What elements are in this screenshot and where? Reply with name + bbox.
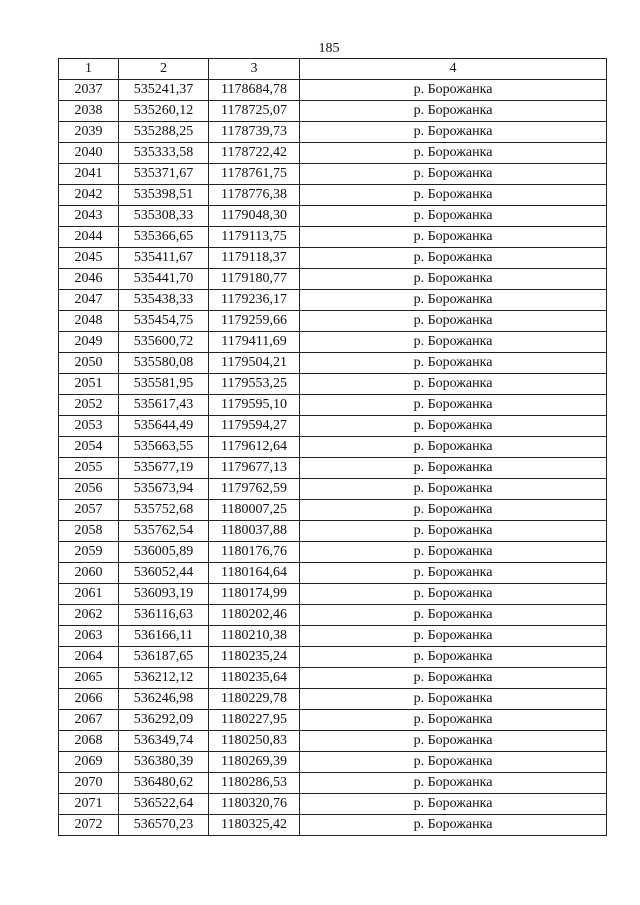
x-coordinate-cell: 535438,33 xyxy=(119,290,209,311)
point-number-cell: 2052 xyxy=(59,395,119,416)
y-coordinate-cell: 1180227,95 xyxy=(209,710,300,731)
table-row xyxy=(59,647,607,668)
point-number-cell: 2040 xyxy=(59,143,119,164)
description-cell: р. Борожанка xyxy=(300,416,607,437)
point-number-cell: 2053 xyxy=(59,416,119,437)
description-cell: р. Борожанка xyxy=(300,311,607,332)
y-coordinate-cell: 1179113,75 xyxy=(209,227,300,248)
table-row xyxy=(59,206,607,227)
table-row xyxy=(59,731,607,752)
table-row xyxy=(59,248,607,269)
y-coordinate-cell: 1179677,13 xyxy=(209,458,300,479)
table-row xyxy=(59,437,607,458)
description-cell: р. Борожанка xyxy=(300,458,607,479)
description-cell: р. Борожанка xyxy=(300,332,607,353)
table-row xyxy=(59,584,607,605)
x-coordinate-cell: 536093,19 xyxy=(119,584,209,605)
table-row xyxy=(59,311,607,332)
table-row xyxy=(59,773,607,794)
y-coordinate-cell: 1179595,10 xyxy=(209,395,300,416)
y-coordinate-cell: 1178722,42 xyxy=(209,143,300,164)
table-row xyxy=(59,80,607,101)
point-number-cell: 2070 xyxy=(59,773,119,794)
y-coordinate-cell: 1180325,42 xyxy=(209,815,300,836)
point-number-cell: 2046 xyxy=(59,269,119,290)
description-cell: р. Борожанка xyxy=(300,227,607,248)
y-coordinate-cell: 1179504,21 xyxy=(209,353,300,374)
x-coordinate-cell: 536166,11 xyxy=(119,626,209,647)
point-number-cell: 2069 xyxy=(59,752,119,773)
table-body xyxy=(59,80,607,836)
table-row xyxy=(59,479,607,500)
point-number-cell: 2055 xyxy=(59,458,119,479)
point-number-cell: 2054 xyxy=(59,437,119,458)
point-number-cell: 2038 xyxy=(59,101,119,122)
table-row xyxy=(59,101,607,122)
table-row xyxy=(59,605,607,626)
x-coordinate-cell: 536522,64 xyxy=(119,794,209,815)
description-cell: р. Борожанка xyxy=(300,542,607,563)
table-row xyxy=(59,143,607,164)
y-coordinate-cell: 1180202,46 xyxy=(209,605,300,626)
description-cell: р. Борожанка xyxy=(300,752,607,773)
y-coordinate-cell: 1178776,38 xyxy=(209,185,300,206)
x-coordinate-cell: 535617,43 xyxy=(119,395,209,416)
y-coordinate-cell: 1180176,76 xyxy=(209,542,300,563)
x-coordinate-cell: 535366,65 xyxy=(119,227,209,248)
table-row xyxy=(59,164,607,185)
description-cell: р. Борожанка xyxy=(300,248,607,269)
table-row xyxy=(59,269,607,290)
description-cell: р. Борожанка xyxy=(300,353,607,374)
x-coordinate-cell: 535762,54 xyxy=(119,521,209,542)
x-coordinate-cell: 536292,09 xyxy=(119,710,209,731)
description-cell: р. Борожанка xyxy=(300,584,607,605)
x-coordinate-cell: 536187,65 xyxy=(119,647,209,668)
point-number-cell: 2043 xyxy=(59,206,119,227)
y-coordinate-cell: 1178725,07 xyxy=(209,101,300,122)
y-coordinate-cell: 1180320,76 xyxy=(209,794,300,815)
x-coordinate-cell: 535581,95 xyxy=(119,374,209,395)
y-coordinate-cell: 1180269,39 xyxy=(209,752,300,773)
x-coordinate-cell: 536480,62 xyxy=(119,773,209,794)
point-number-cell: 2041 xyxy=(59,164,119,185)
x-coordinate-cell: 535600,72 xyxy=(119,332,209,353)
y-coordinate-cell: 1179612,64 xyxy=(209,437,300,458)
column-header-1: 1 xyxy=(59,59,119,80)
y-coordinate-cell: 1179048,30 xyxy=(209,206,300,227)
description-cell: р. Борожанка xyxy=(300,206,607,227)
column-header-4: 4 xyxy=(300,59,607,80)
point-number-cell: 2056 xyxy=(59,479,119,500)
x-coordinate-cell: 535677,19 xyxy=(119,458,209,479)
description-cell: р. Борожанка xyxy=(300,269,607,290)
description-cell: р. Борожанка xyxy=(300,290,607,311)
point-number-cell: 2045 xyxy=(59,248,119,269)
point-number-cell: 2049 xyxy=(59,332,119,353)
table-row xyxy=(59,563,607,584)
point-number-cell: 2051 xyxy=(59,374,119,395)
description-cell: р. Борожанка xyxy=(300,122,607,143)
table-row xyxy=(59,626,607,647)
x-coordinate-cell: 535441,70 xyxy=(119,269,209,290)
y-coordinate-cell: 1180174,99 xyxy=(209,584,300,605)
point-number-cell: 2071 xyxy=(59,794,119,815)
table-row xyxy=(59,500,607,521)
coordinates-table xyxy=(58,58,607,836)
y-coordinate-cell: 1180235,64 xyxy=(209,668,300,689)
description-cell: р. Борожанка xyxy=(300,773,607,794)
description-cell: р. Борожанка xyxy=(300,521,607,542)
point-number-cell: 2058 xyxy=(59,521,119,542)
y-coordinate-cell: 1179762,59 xyxy=(209,479,300,500)
x-coordinate-cell: 535260,12 xyxy=(119,101,209,122)
table-row xyxy=(59,416,607,437)
description-cell: р. Борожанка xyxy=(300,731,607,752)
page-number: 185 xyxy=(318,41,340,56)
point-number-cell: 2061 xyxy=(59,584,119,605)
y-coordinate-cell: 1180164,64 xyxy=(209,563,300,584)
point-number-cell: 2072 xyxy=(59,815,119,836)
point-number-cell: 2062 xyxy=(59,605,119,626)
y-coordinate-cell: 1179236,17 xyxy=(209,290,300,311)
point-number-cell: 2064 xyxy=(59,647,119,668)
description-cell: р. Борожанка xyxy=(300,668,607,689)
table-row xyxy=(59,815,607,836)
y-coordinate-cell: 1180235,24 xyxy=(209,647,300,668)
point-number-cell: 2063 xyxy=(59,626,119,647)
table-row xyxy=(59,542,607,563)
y-coordinate-cell: 1180007,25 xyxy=(209,500,300,521)
y-coordinate-cell: 1180229,78 xyxy=(209,689,300,710)
y-coordinate-cell: 1180250,83 xyxy=(209,731,300,752)
x-coordinate-cell: 535644,49 xyxy=(119,416,209,437)
description-cell: р. Борожанка xyxy=(300,563,607,584)
table-row xyxy=(59,689,607,710)
table-row xyxy=(59,374,607,395)
point-number-cell: 2044 xyxy=(59,227,119,248)
x-coordinate-cell: 535288,25 xyxy=(119,122,209,143)
description-cell: р. Борожанка xyxy=(300,626,607,647)
description-cell: р. Борожанка xyxy=(300,689,607,710)
description-cell: р. Борожанка xyxy=(300,479,607,500)
x-coordinate-cell: 536570,23 xyxy=(119,815,209,836)
x-coordinate-cell: 535580,08 xyxy=(119,353,209,374)
description-cell: р. Борожанка xyxy=(300,143,607,164)
table-row xyxy=(59,794,607,815)
table-row xyxy=(59,353,607,374)
description-cell: р. Борожанка xyxy=(300,437,607,458)
x-coordinate-cell: 535411,67 xyxy=(119,248,209,269)
x-coordinate-cell: 535308,33 xyxy=(119,206,209,227)
description-cell: р. Борожанка xyxy=(300,395,607,416)
point-number-cell: 2048 xyxy=(59,311,119,332)
x-coordinate-cell: 536052,44 xyxy=(119,563,209,584)
table-row xyxy=(59,668,607,689)
description-cell: р. Борожанка xyxy=(300,164,607,185)
x-coordinate-cell: 535752,68 xyxy=(119,500,209,521)
x-coordinate-cell: 536212,12 xyxy=(119,668,209,689)
point-number-cell: 2068 xyxy=(59,731,119,752)
y-coordinate-cell: 1178739,73 xyxy=(209,122,300,143)
description-cell: р. Борожанка xyxy=(300,101,607,122)
description-cell: р. Борожанка xyxy=(300,185,607,206)
table-row xyxy=(59,185,607,206)
y-coordinate-cell: 1179118,37 xyxy=(209,248,300,269)
x-coordinate-cell: 535371,67 xyxy=(119,164,209,185)
x-coordinate-cell: 535454,75 xyxy=(119,311,209,332)
x-coordinate-cell: 536380,39 xyxy=(119,752,209,773)
y-coordinate-cell: 1180286,53 xyxy=(209,773,300,794)
point-number-cell: 2037 xyxy=(59,80,119,101)
x-coordinate-cell: 535673,94 xyxy=(119,479,209,500)
x-coordinate-cell: 536349,74 xyxy=(119,731,209,752)
table-row xyxy=(59,395,607,416)
x-coordinate-cell: 536246,98 xyxy=(119,689,209,710)
x-coordinate-cell: 536005,89 xyxy=(119,542,209,563)
x-coordinate-cell: 535398,51 xyxy=(119,185,209,206)
y-coordinate-cell: 1179180,77 xyxy=(209,269,300,290)
y-coordinate-cell: 1179594,27 xyxy=(209,416,300,437)
x-coordinate-cell: 536116,63 xyxy=(119,605,209,626)
description-cell: р. Борожанка xyxy=(300,500,607,521)
table-row xyxy=(59,521,607,542)
point-number-cell: 2057 xyxy=(59,500,119,521)
x-coordinate-cell: 535241,37 xyxy=(119,80,209,101)
description-cell: р. Борожанка xyxy=(300,647,607,668)
table-row xyxy=(59,458,607,479)
y-coordinate-cell: 1179553,25 xyxy=(209,374,300,395)
table-header-row xyxy=(59,59,607,80)
description-cell: р. Борожанка xyxy=(300,80,607,101)
point-number-cell: 2050 xyxy=(59,353,119,374)
point-number-cell: 2060 xyxy=(59,563,119,584)
y-coordinate-cell: 1179259,66 xyxy=(209,311,300,332)
y-coordinate-cell: 1179411,69 xyxy=(209,332,300,353)
column-header-3: 3 xyxy=(209,59,300,80)
description-cell: р. Борожанка xyxy=(300,374,607,395)
x-coordinate-cell: 535663,55 xyxy=(119,437,209,458)
point-number-cell: 2059 xyxy=(59,542,119,563)
point-number-cell: 2067 xyxy=(59,710,119,731)
description-cell: р. Борожанка xyxy=(300,815,607,836)
point-number-cell: 2066 xyxy=(59,689,119,710)
table-row xyxy=(59,710,607,731)
point-number-cell: 2047 xyxy=(59,290,119,311)
table-row xyxy=(59,290,607,311)
y-coordinate-cell: 1178761,75 xyxy=(209,164,300,185)
description-cell: р. Борожанка xyxy=(300,605,607,626)
table-row xyxy=(59,752,607,773)
point-number-cell: 2042 xyxy=(59,185,119,206)
y-coordinate-cell: 1178684,78 xyxy=(209,80,300,101)
table-row xyxy=(59,332,607,353)
point-number-cell: 2039 xyxy=(59,122,119,143)
x-coordinate-cell: 535333,58 xyxy=(119,143,209,164)
point-number-cell: 2065 xyxy=(59,668,119,689)
table-row xyxy=(59,227,607,248)
description-cell: р. Борожанка xyxy=(300,710,607,731)
table-row xyxy=(59,122,607,143)
y-coordinate-cell: 1180210,38 xyxy=(209,626,300,647)
y-coordinate-cell: 1180037,88 xyxy=(209,521,300,542)
column-header-2: 2 xyxy=(119,59,209,80)
description-cell: р. Борожанка xyxy=(300,794,607,815)
